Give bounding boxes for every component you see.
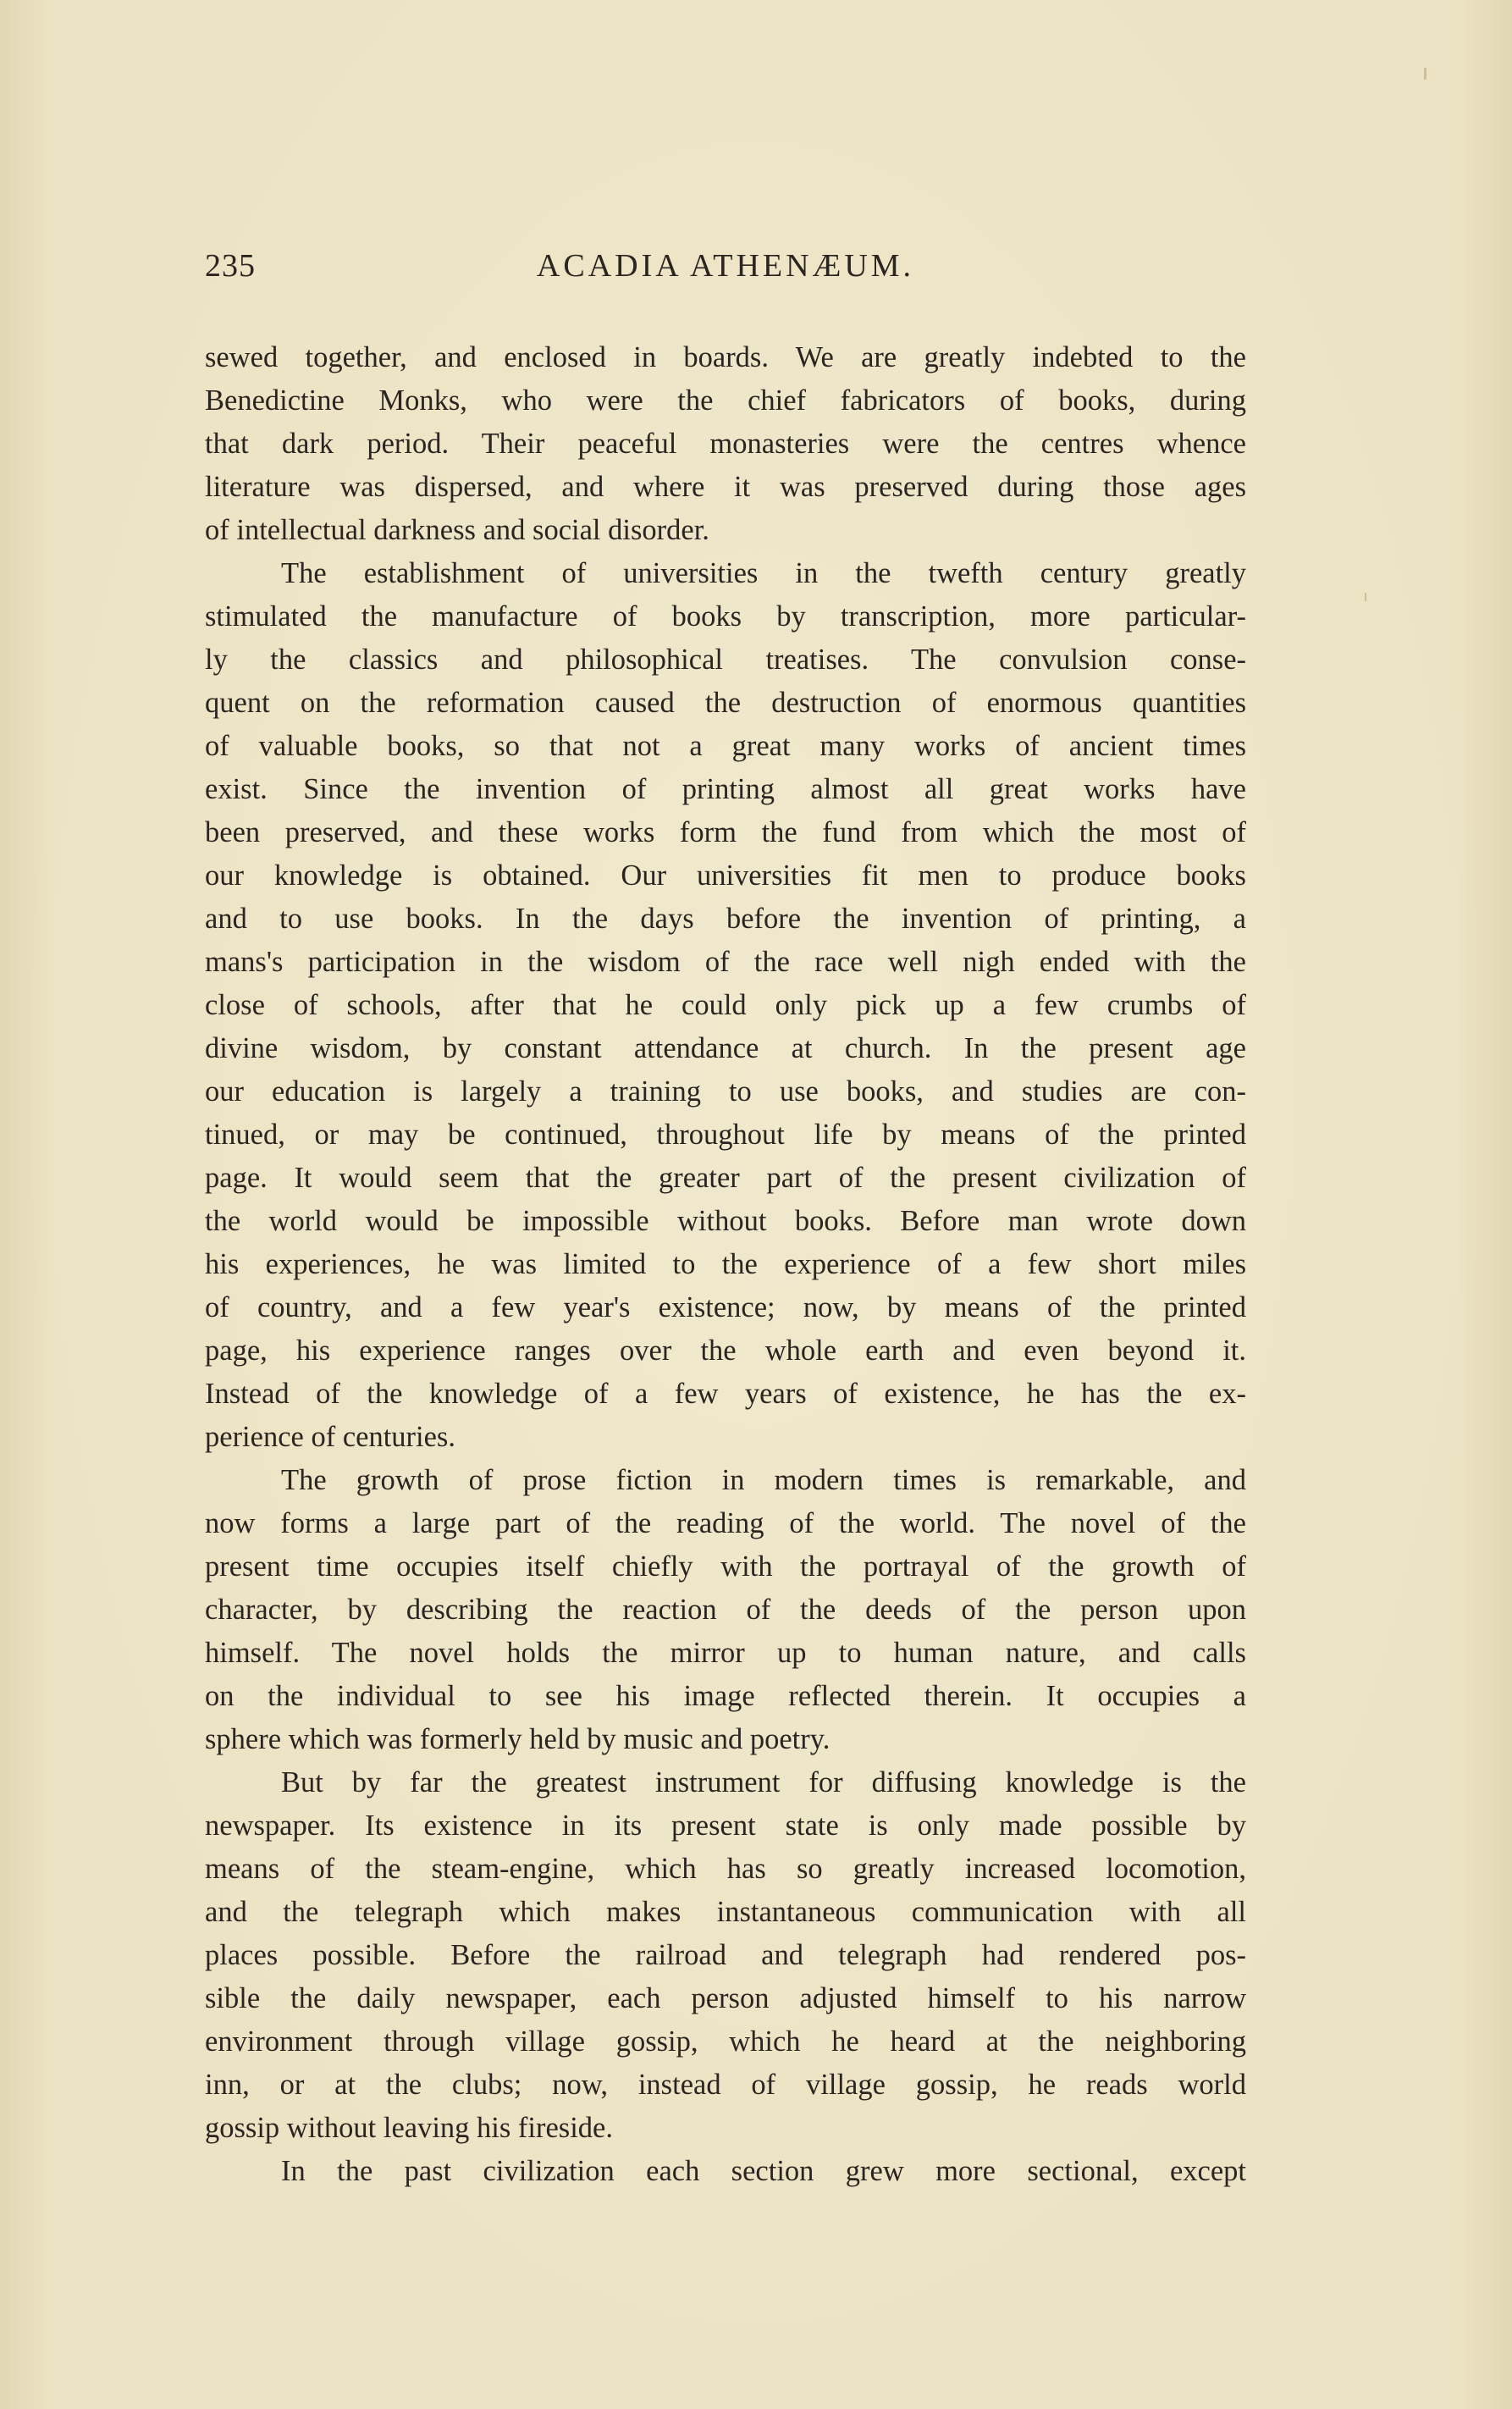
text-line: his experiences, he was limited to the experience of a few short miles: [205, 1248, 1246, 1280]
page-speck: [1365, 593, 1366, 601]
text-line: page. It would seem that the greater part of the present civilization of: [205, 1162, 1246, 1194]
text-line: perience of centuries.: [205, 1421, 455, 1453]
text-line: character, by describing the reaction of the deeds of the person upon: [205, 1594, 1246, 1626]
text-line: tinued, or may be continued, throughout life by means of the printed: [205, 1119, 1246, 1151]
article-body: [205, 336, 1246, 2193]
text-line: the world would be impossible without books. Before man wrote down: [205, 1205, 1246, 1237]
text-line: means of the steam-engine, which has so greatly increased locomotion,: [205, 1853, 1246, 1885]
text-line: places possible. Before the railroad and telegraph had rendered pos-: [205, 1939, 1246, 1971]
text-line: of country, and a few year's existence; now, by means of the printed: [205, 1291, 1246, 1323]
text-line: himself. The novel holds the mirror up to human nature, and calls: [205, 1637, 1246, 1669]
text-line: of valuable books, so that not a great many works of ancient times: [205, 730, 1246, 762]
text-line: literature was dispersed, and where it was preserved during those ages: [205, 471, 1246, 503]
text-line: that dark period. Their peaceful monasteries were the centres whence: [205, 428, 1246, 460]
text-line: gossip without leaving his fireside.: [205, 2112, 613, 2144]
text-line: and to use books. In the days before the invention of printing, a: [205, 903, 1246, 935]
text-line: now forms a large part of the reading of the world. The novel of the: [205, 1507, 1246, 1539]
text-line: In the past civilization each section grew more sectional, except: [281, 2155, 1246, 2187]
text-line: sphere which was formerly held by music and poetry.: [205, 1723, 830, 1755]
page-speck: [1424, 68, 1426, 80]
text-line: But by far the greatest instrument for diffusing knowledge is the: [281, 1766, 1246, 1798]
text-line: of intellectual darkness and social disorder.: [205, 514, 709, 546]
text-line: stimulated the manufacture of books by transcription, more particular-: [205, 600, 1246, 633]
text-line: inn, or at the clubs; now, instead of village gossip, he reads world: [205, 2069, 1246, 2101]
text-line: quent on the reformation caused the destruction of enormous quantities: [205, 687, 1246, 719]
running-title: ACADIA ATHENÆUM.: [536, 248, 915, 284]
text-line: and the telegraph which makes instantaneous communication with all: [205, 1896, 1246, 1928]
text-line: our knowledge is obtained. Our universities fit men to produce books: [205, 859, 1246, 892]
text-line: on the individual to see his image reflected therein. It occupies a: [205, 1680, 1246, 1712]
text-line: divine wisdom, by constant attendance at church. In the present age: [205, 1032, 1246, 1064]
text-line: environment through village gossip, which he heard at the neighboring: [205, 2025, 1246, 2058]
text-line: ly the classics and philosophical treatises. The convulsion conse-: [205, 644, 1246, 676]
text-line: exist. Since the invention of printing almost all great works have: [205, 773, 1246, 805]
text-line: sewed together, and enclosed in boards. We are greatly indebted to the: [205, 341, 1246, 373]
text-line: mans's participation in the wisdom of the race well nigh ended with the: [205, 946, 1246, 978]
text-line: present time occupies itself chiefly with the portrayal of the growth of: [205, 1550, 1246, 1583]
text-line: close of schools, after that he could only pick up a few crumbs of: [205, 989, 1246, 1021]
text-line: newspaper. Its existence in its present state is only made possible by: [205, 1810, 1246, 1842]
text-line: The growth of prose fiction in modern times is remarkable, and: [281, 1464, 1246, 1496]
text-line: been preserved, and these works form the fund from which the most of: [205, 816, 1246, 848]
text-line: Benedictine Monks, who were the chief fabricators of books, during: [205, 384, 1246, 417]
text-line: Instead of the knowledge of a few years of existence, he has the ex-: [205, 1378, 1246, 1410]
text-line: sible the daily newspaper, each person adjusted himself to his narrow: [205, 1982, 1246, 2014]
text-line: The establishment of universities in the twefth century greatly: [281, 557, 1246, 589]
text-line: page, his experience ranges over the whole earth and even beyond it.: [205, 1334, 1246, 1367]
text-line: our education is largely a training to use books, and studies are con-: [205, 1075, 1246, 1108]
page-number: 235: [205, 248, 256, 284]
page-header: [205, 247, 1246, 298]
